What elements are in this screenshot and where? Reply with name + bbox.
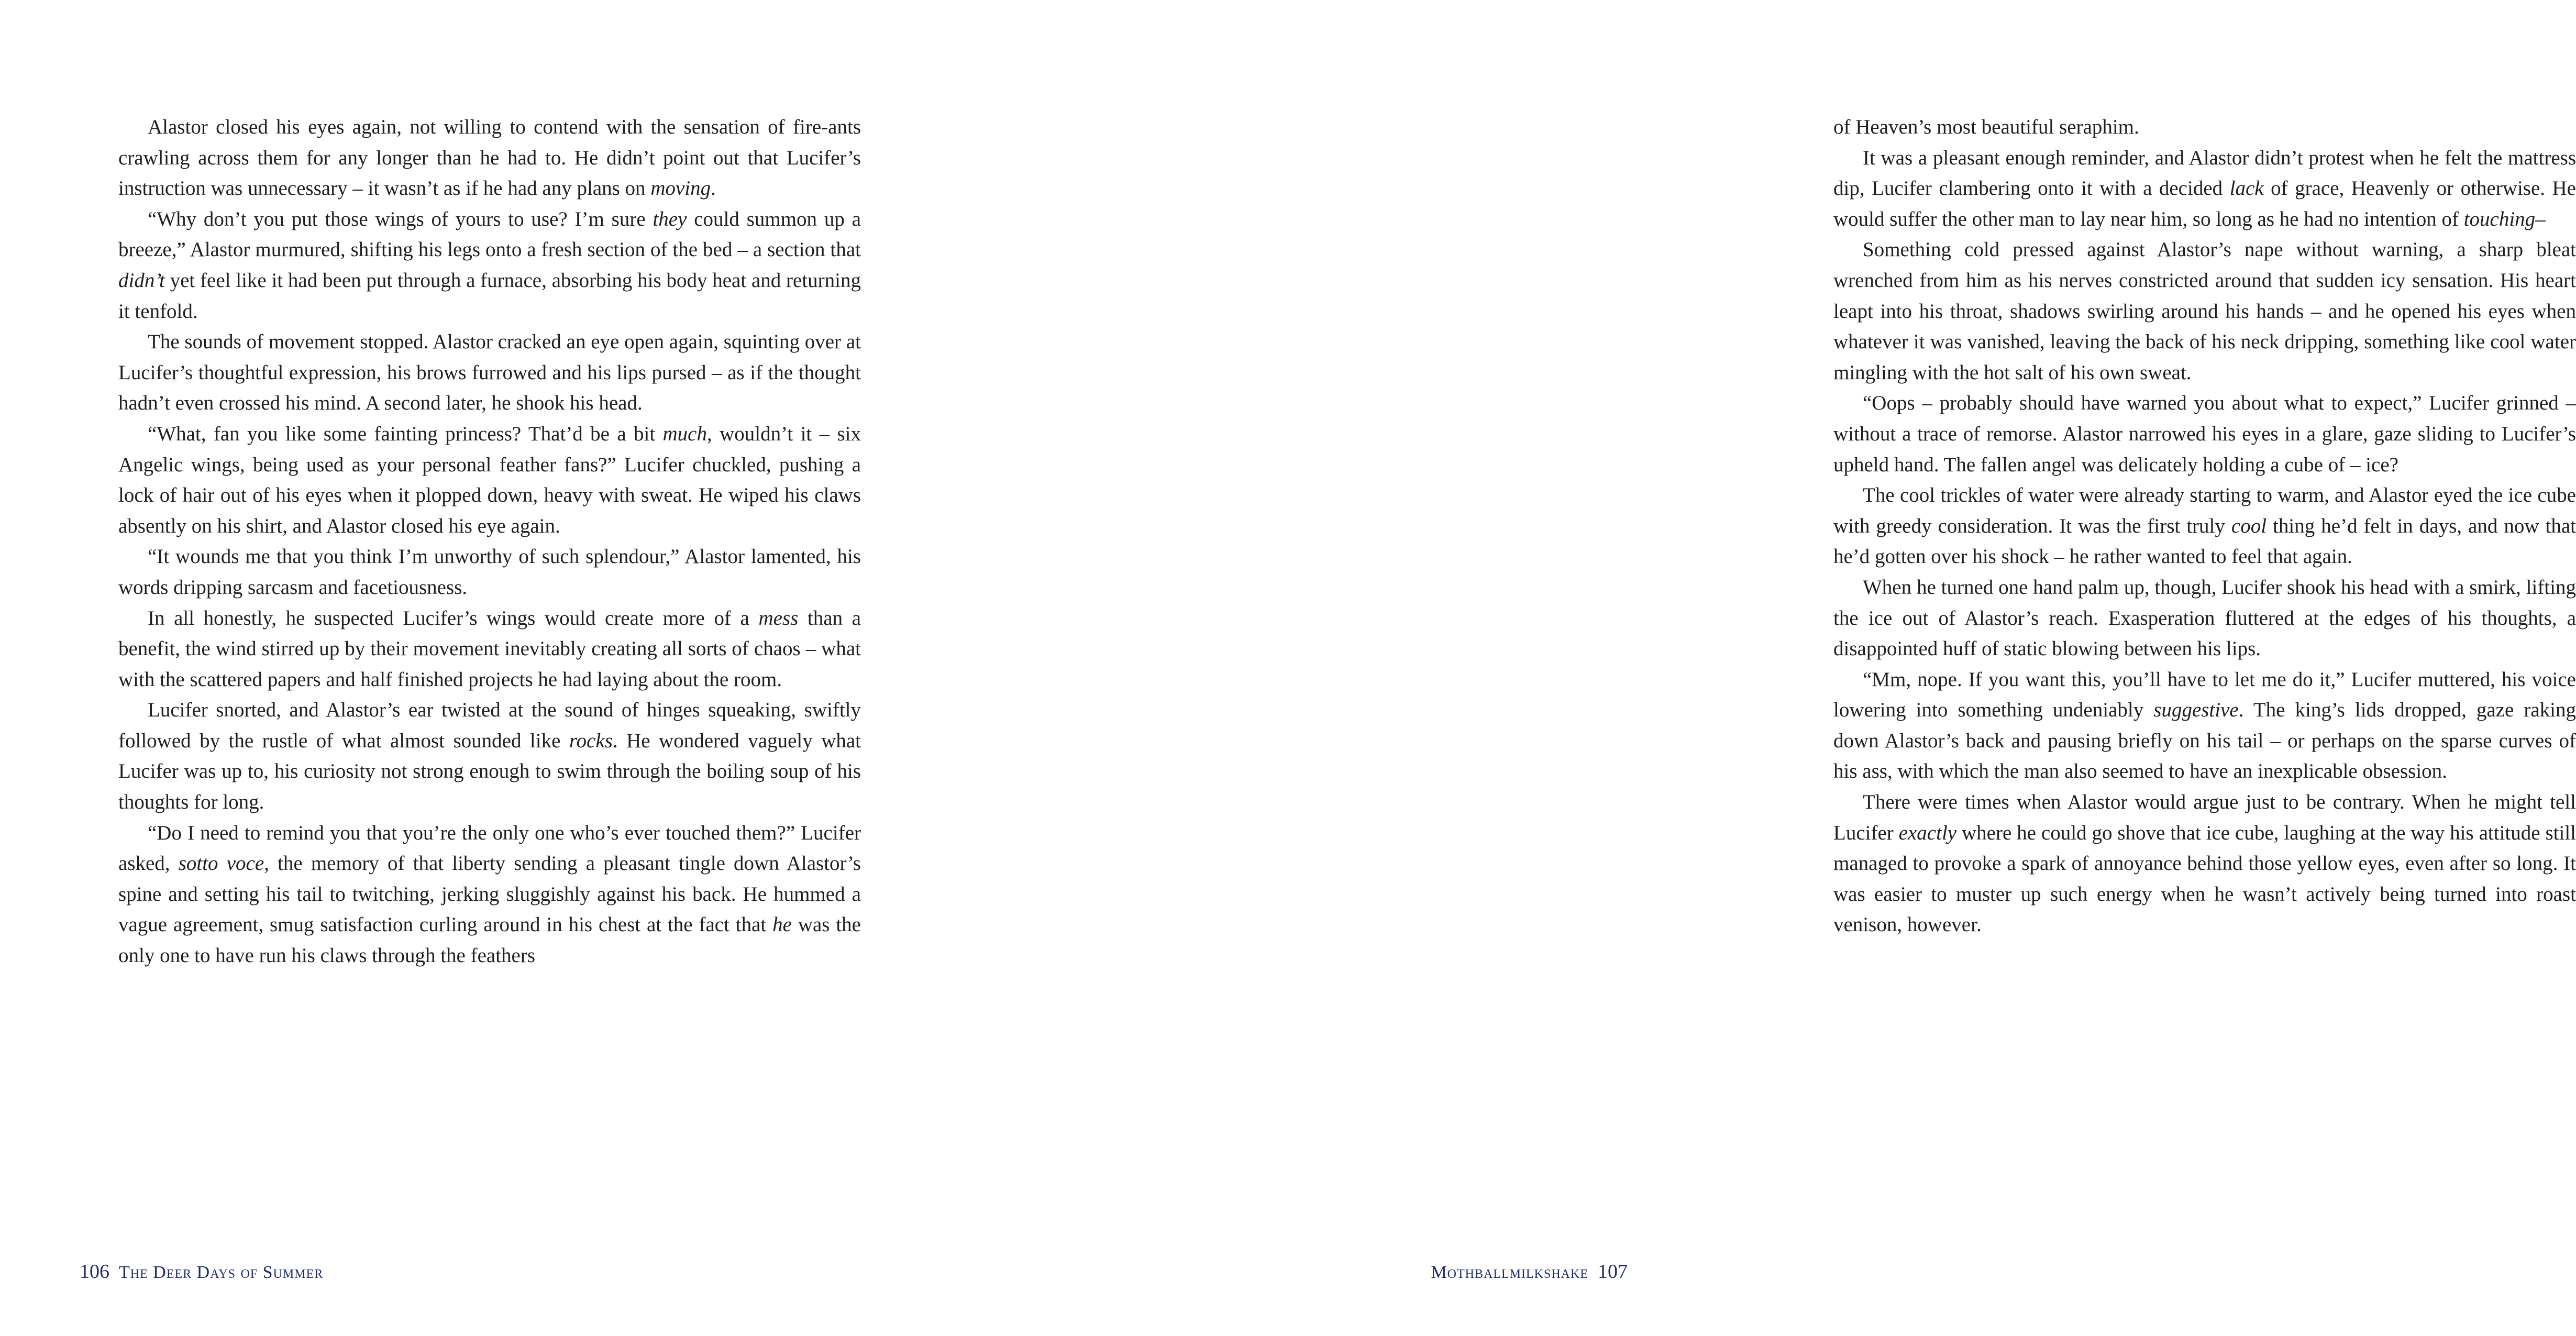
italic-emphasis: touching	[2463, 207, 2536, 230]
paragraph: Something cold pressed against Alastor’s nape without warning, a sharp bleat wrenched from him as his nerves constricted around that sudden icy sensation. His heart leapt into his throat, shadows swirling around his hands – and he opened his eyes when whatever it was vanished, leaving the back of his neck dripping, something like cool water mingling with the hot salt of his own sweat.	[1833, 238, 2576, 384]
italic-emphasis: they	[653, 207, 687, 230]
paragraph: “It wounds me that you think I’m unworthy of such splendour,” Alastor lamented, his words dripping sarcasm and facetiousness.	[118, 545, 861, 599]
left-page	[0, 0, 861, 1336]
italic-emphasis: moving	[650, 177, 711, 200]
paragraph: Lucifer snorted, and Alastor’s ear twisted at the sound of hinges squeaking, swiftly followed by the rustle of what almost sounded like rocks. He wondered vaguely what Lucifer was up to, his curiosity not strong enough to swim through the boiling soup of his thoughts for long.	[118, 699, 861, 814]
italic-emphasis: lack	[2229, 177, 2264, 200]
paragraph: The cool trickles of water were already starting to warm, and Alastor eyed the ice cube with greedy consideration. It was the first truly cool thing he’d felt in days, and now that he’d gotten over his shock – he rather wanted to feel that again.	[1833, 484, 2576, 568]
paragraph: Alastor closed his eyes again, not willing to contend with the sensation of fire-ants crawling across them for any longer than he had to. He didn’t point out that Lucifer’s instruction was unnecessary – it wasn’t as if he had any plans on moving.	[118, 116, 861, 200]
left-page-footer	[80, 1259, 323, 1285]
italic-emphasis: mess	[758, 606, 799, 630]
paragraph: In all honestly, he suspected Lucifer’s wings would create more of a mess than a benefit, the wind stirred up by their movement inevitably creating all sorts of chaos – what with the scattered papers and half finished projects he had laying about the room.	[118, 606, 861, 691]
italic-emphasis: rocks	[569, 729, 613, 752]
right-page-body	[1833, 112, 2576, 941]
paragraph: The sounds of movement stopped. Alastor cracked an eye open again, squinting over at Lucifer’s thoughtful expression, his brows furrowed and his lips pursed – as if the thought hadn’t even crossed his mind. A second later, he shook his head.	[118, 330, 861, 415]
italic-emphasis: cool	[2231, 514, 2267, 537]
paragraph: of Heaven’s most beautiful seraphim.	[1833, 116, 2139, 138]
right-page-footer	[1431, 1259, 1628, 1285]
italic-emphasis: he	[772, 913, 792, 936]
italic-emphasis: sotto voce	[178, 852, 264, 875]
italic-emphasis: suggestive	[2153, 699, 2239, 722]
paragraph: It was a pleasant enough reminder, and Alastor didn’t protest when he felt the mattress dip, Lucifer clambering onto it with a decided lack of grace, Heavenly or otherwise. He would suffer the other man to lay near him, so long as he had no intention of touching–	[1833, 146, 2576, 230]
left-page-body	[118, 112, 861, 971]
paragraph: “Mm, nope. If you want this, you’ll have to let me do it,” Lucifer muttered, his voice lowering into something undeniably suggestive. The king’s lids dropped, gaze raking down Alastor’s back and pausing briefly on his tail – or perhaps on the sparse curves of his ass, with which the man also seemed to have an inexplicable obsession.	[1833, 668, 2576, 783]
paragraph: “What, fan you like some fainting princess? That’d be a bit much, wouldn’t it – six Angelic wings, being used as your personal feather fans?” Lucifer chuckled, pushing a lock of hair out of his eyes when it plopped down, heavy with sweat. He wiped his claws absently on his shirt, and Alastor closed his eye again.	[118, 422, 861, 537]
paragraph: “Oops – probably should have warned you about what to expect,” Lucifer grinned – without a trace of remorse. Alastor narrowed his eyes in a glare, gaze sliding to Lucifer’s upheld hand. The fallen angel was delicately holding a cube of – ice?	[1833, 392, 2576, 476]
running-title-author: Mothballmilkshake	[1431, 1263, 1588, 1282]
paragraph: “Why don’t you put those wings of yours to use? I’m sure they could summon up a breeze,” Alastor murmured, shifting his legs onto a fresh section of the bed – a section that didn’t yet feel like it had been put through a furnace, absorbing his body heat and returning it tenfold.	[118, 207, 861, 323]
running-title-book: The Deer Days of Summer	[119, 1263, 324, 1282]
paragraph: When he turned one hand palm up, though, Lucifer shook his head with a smirk, lifting the ice out of Alastor’s reach. Exasperation fluttered at the edges of his thoughts, a disappointed huff of static blowing between his lips.	[1833, 576, 2576, 660]
italic-emphasis: much	[662, 422, 707, 445]
italic-emphasis: didn’t	[118, 269, 165, 292]
paragraph: There were times when Alastor would argue just to be contrary. When he might tell Lucifer exactly where he could go shove that ice cube, laughing at the way his attitude still managed to provoke a spark of annoyance behind those yellow eyes, even after so long. It was easier to muster up such energy when he wasn’t actively being turned into roast venison, however.	[1833, 791, 2576, 936]
paragraph: “Do I need to remind you that you’re the only one who’s ever touched them?” Lucifer asked, sotto voce, the memory of that liberty sending a pleasant tingle down Alastor’s spine and setting his tail to twitching, jerking sluggishly against his back. He hummed a vague agreement, smug satisfaction curling around in his chest at the fact that he was the only one to have run his claws through the feathers	[118, 821, 861, 967]
right-page	[854, 0, 2576, 1336]
page-number-left: 106	[80, 1261, 109, 1283]
page-number-right: 107	[1598, 1261, 1628, 1283]
italic-emphasis: exactly	[1898, 821, 1957, 844]
